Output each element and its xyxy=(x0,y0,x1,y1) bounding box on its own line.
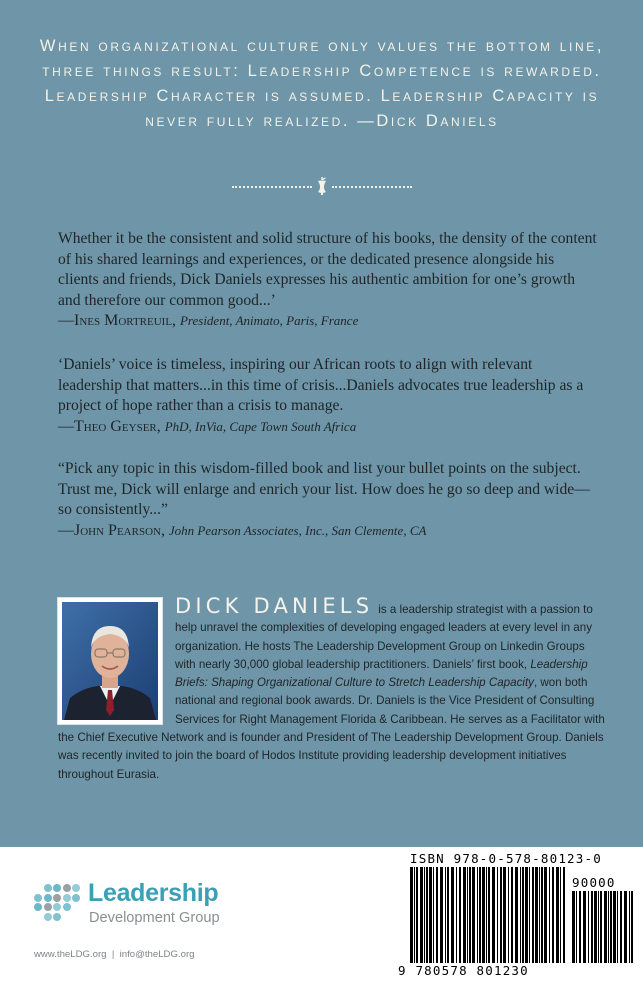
barcode-bar xyxy=(629,891,630,963)
barcode-bar xyxy=(620,891,622,963)
logo-dot xyxy=(53,884,61,892)
endorsement-2 xyxy=(58,355,598,437)
barcode-bar xyxy=(556,867,559,963)
barcode-bar xyxy=(539,867,540,963)
endorsement-text: “Pick any topic in this wisdom-filled book and list your bullet points on the subject. Trust me, Dick will enlarge and enrich your list. How does he go so deep and wide—so consistently...” xyxy=(58,460,590,518)
barcode-bar xyxy=(488,867,490,963)
barcode-bar xyxy=(410,867,413,963)
endorser-name: —Ines Mortreuil, xyxy=(58,312,177,329)
barcode-bar xyxy=(604,891,607,963)
barcode-bar xyxy=(511,867,513,963)
barcode-bar xyxy=(447,867,449,963)
isbn-text: ISBN 978-0-578-80123-0 xyxy=(410,851,602,866)
barcode-bar xyxy=(624,891,627,963)
photo-spacer xyxy=(58,597,175,728)
logo-dot xyxy=(63,884,71,892)
barcode-bar xyxy=(598,891,599,963)
barcode-bar xyxy=(529,867,530,963)
barcode-bar xyxy=(617,891,618,963)
barcode-bar xyxy=(631,891,633,963)
barcode-bar xyxy=(608,891,609,963)
endorsement-attribution xyxy=(58,521,598,542)
barcode-bar xyxy=(613,891,616,963)
logo-dot xyxy=(34,894,42,902)
endorsement-attribution xyxy=(58,311,598,332)
barcode-bar xyxy=(486,867,487,963)
barcode-area xyxy=(396,847,643,993)
barcode-bar xyxy=(588,891,589,963)
barcode-bar xyxy=(560,867,561,963)
logo-dot xyxy=(44,903,52,911)
barcode-bar xyxy=(420,867,423,963)
barcode-bar xyxy=(515,867,518,963)
logo-subtitle: Development Group xyxy=(89,910,220,926)
endorsement-text: ‘Daniels’ voice is timeless, inspiring our African roots to align with relevant leadership that matters...in this time of crisis...Daniels advocates true leadership as a project of hope rather than a crisis to manage. xyxy=(58,356,584,414)
endorsement-3 xyxy=(58,459,598,541)
logo-dot xyxy=(34,903,42,911)
barcode-bar xyxy=(456,867,457,963)
barcode-bar xyxy=(520,867,521,963)
barcode-bar xyxy=(451,867,454,963)
barcode-bar xyxy=(424,867,425,963)
barcode-bar xyxy=(576,891,577,963)
logo-dot xyxy=(63,903,71,911)
barcode-bar xyxy=(482,867,485,963)
top-quote: When organizational culture only values the bottom line, three things result: Leadership Competence is rewarded. Leadership Character is assumed. Leadership Capacity is never fully realized. —Dick Daniels xyxy=(39,37,605,130)
barcode-bar xyxy=(549,867,550,963)
barcode-bar xyxy=(563,867,565,963)
endorser-role: PhD, InVia, Cape Town South Africa xyxy=(164,418,357,434)
author-bio xyxy=(58,594,606,784)
barcode-bar xyxy=(433,867,434,963)
logo-dot xyxy=(72,894,80,902)
barcode-bar xyxy=(459,867,461,963)
barcode-bar xyxy=(429,867,432,963)
barcode-bar xyxy=(541,867,543,963)
barcode-bar xyxy=(503,867,506,963)
barcode-bar xyxy=(463,867,466,963)
barcode-bar xyxy=(472,867,475,963)
barcode-bar xyxy=(414,867,415,963)
barcode-bar xyxy=(572,891,575,963)
ldg-logo-mark-icon xyxy=(34,884,80,922)
barcode-bar xyxy=(594,891,597,963)
logo-dot xyxy=(72,884,80,892)
bio-intro: is a leadership strategist with a passion to help unravel the complexities of developing engaged leaders at every level in any organization. He hosts The Leadership Development Group on Linkedin Groups with nearly 30,000 global leadership practitioners. Daniels’ first book, xyxy=(175,603,593,671)
book-title: Leadership Briefs: Shaping Organizational Culture to Stretch Leadership Capacity xyxy=(175,657,588,690)
barcode-bar xyxy=(600,891,602,963)
barcode-bar xyxy=(426,867,428,963)
ean-number: 9 780578 801230 xyxy=(398,963,529,978)
logo-dot xyxy=(63,894,71,902)
endorsement-attribution xyxy=(58,417,598,438)
endorsement-1 xyxy=(58,229,598,332)
barcode-bar xyxy=(508,867,509,963)
logo-dot xyxy=(53,903,61,911)
logo-title: Leadership xyxy=(88,879,219,907)
author-name: DICK DANIELS xyxy=(175,594,374,618)
barcode-bar xyxy=(500,867,502,963)
barcode-bar xyxy=(591,891,593,963)
endorser-role: John Pearson Associates, Inc., San Clemente, CA xyxy=(168,522,427,538)
endorsement-text: Whether it be the consistent and solid structure of his books, the density of the content of his shared learnings and experiences, or the dedicated presence alongside his clients and friends, Dick Daniels expresses his authentic ambition for one’s growth and therefore our common good...’ xyxy=(58,230,597,309)
barcode-bar xyxy=(440,867,443,963)
barcode-bar xyxy=(525,867,528,963)
barcode-bar xyxy=(436,867,438,963)
bottom-band xyxy=(0,847,643,993)
barcode-bar xyxy=(445,867,446,963)
barcode-bar xyxy=(522,867,524,963)
contact-line: www.theLDG.org | info@theLDG.org xyxy=(34,949,195,960)
barcode-bar xyxy=(552,867,554,963)
dotted-rule-right xyxy=(332,186,412,188)
logo-dot xyxy=(53,894,61,902)
barcode-bar xyxy=(583,891,586,963)
barcode-bar xyxy=(467,867,468,963)
logo-dot xyxy=(53,913,61,921)
ean-barcode xyxy=(410,867,568,963)
addon-barcode xyxy=(572,891,634,963)
barcode-bar xyxy=(416,867,418,963)
endorser-name: —John Pearson, xyxy=(58,521,165,539)
barcode-bar xyxy=(479,867,481,963)
barcode-bar xyxy=(497,867,498,963)
logo-dot xyxy=(44,894,52,902)
barcode-bar xyxy=(492,867,495,963)
price-code: 90000 xyxy=(572,875,616,890)
dotted-rule-left xyxy=(232,186,312,188)
logo-dot xyxy=(44,884,52,892)
barcode-bar xyxy=(610,891,612,963)
endorser-name: —Theo Geyser, xyxy=(58,417,161,435)
logo-dot xyxy=(44,913,52,921)
barcode-bar xyxy=(579,891,581,963)
ornamental-divider xyxy=(232,176,412,196)
barcode-bar xyxy=(544,867,547,963)
endorser-role: President, Animato, Paris, France xyxy=(179,313,359,328)
barcode-bar xyxy=(477,867,478,963)
apple-core-icon xyxy=(314,176,330,196)
barcode-bar xyxy=(469,867,471,963)
bio-rest: , won both national and regional book awards. Dr. Daniels is the Vice President of Consulting Services for Right Management Florida & Caribbean. He serves as a Facilitator with the Chief Executive Network and is founder and President of The Leadership Development Group. Daniels was recently invited to join the board of Hodos Institute providing leadership development initiatives throughout Eurasia. xyxy=(58,676,605,781)
barcode-bar xyxy=(532,867,534,963)
barcode-bar xyxy=(535,867,538,963)
